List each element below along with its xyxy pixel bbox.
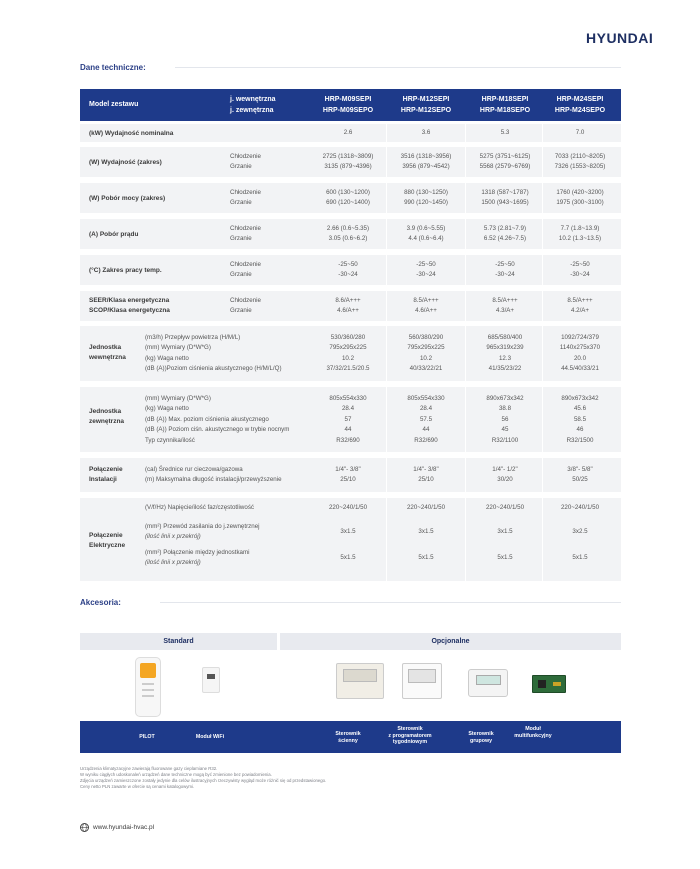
- remote-control-image: [135, 657, 161, 717]
- standard-header: Standard: [80, 633, 277, 650]
- group-controller-label: Sterownik grupowy: [468, 731, 494, 744]
- accessories-panel: [80, 633, 621, 753]
- globe-icon: [80, 823, 89, 832]
- brand-logo: HYUNDAI: [586, 30, 654, 46]
- row-energy-class: SEER/Klasa energetyczna SCOP/Klasa energetyczna Chłodzenie Grzanie 8.6/A+++ 4.6/A++ 8.5/A+++ 4.6/A++ 8.5/A+++ 4.3/A+ 8.5/A+++ 4.2/A+: [80, 291, 621, 322]
- multifunction-module-image: [532, 675, 566, 693]
- row-nominal: (kW) Wydajność nominalna 2.6 3.6 5.3 7.0: [80, 124, 621, 143]
- unit-labels: j. wewnętrzna j. zewnętrzna: [230, 96, 276, 114]
- model-label: Model zestawu: [89, 101, 139, 108]
- wall-controller-label: Sterownik ścienny: [335, 731, 361, 744]
- model-col-3: HRP-M18SEPI HRP-M18SEPO: [479, 96, 531, 114]
- col-divider: [542, 121, 543, 611]
- website-link[interactable]: www.hyundai-hvac.pl: [93, 824, 155, 831]
- col-divider: [465, 121, 466, 611]
- weekly-controller-image: [402, 663, 442, 699]
- footnote: Ceny netto PLN zawarte w ofercie są cenami katalogowymi.: [80, 784, 195, 789]
- group-controller-image: [468, 669, 508, 697]
- accessories-label-bar: [80, 721, 621, 753]
- footnote: Urządzenia klimatyzacyjne zawierają fluorowane gazy cieplarniane R32.: [80, 766, 218, 771]
- row-capacity: (W) Wydajność (zakres) Chłodzenie Grzanie 2725 (1318~3809) 3135 (879~4396) 3516 (1318~3956) 3956 (879~4542) 5275 (3751~6125) 5568 (2579~6769) 7033 (2110~8205) 7326 (1553~8205): [80, 147, 621, 178]
- accessories-divider: [160, 602, 621, 603]
- wifi-label: Moduł WiFi: [195, 734, 225, 740]
- table-header: [80, 89, 621, 121]
- tech-divider: [175, 67, 621, 68]
- pilot-label: PILOT: [139, 734, 155, 740]
- accessories-section-title: Akcesoria:: [80, 598, 121, 607]
- row-installation: Połączenie Instalacji (cal) Średnice rur cieczowa/gazowa (m) Maksymalna długość instalacji/przewyższenie 1/4"- 3/8" 25/10 1/4"- 3/8" 25/10 1/4"- 1/2" 30/20 3/8"- 5/8" 50/25: [80, 458, 621, 493]
- model-col-1: HRP-M09SEPI HRP-M09SEPO: [322, 96, 374, 114]
- spec-table: [80, 89, 621, 582]
- model-col-4: HRP-M24SEPI HRP-M24SEPO: [554, 96, 606, 114]
- multifunction-module-label: Moduł multifunkcyjny: [514, 726, 552, 739]
- weekly-controller-label: Sterownik z programatorem tygodniowym: [388, 726, 432, 745]
- wifi-module-image: [202, 667, 220, 693]
- tech-section-title: Dane techniczne:: [80, 63, 146, 72]
- row-outdoor-unit: Jednostka zewnętrzna (mm) Wymiary (D*W*G) (kg) Waga netto (dB (A)) Max. poziom ciśnienia akustycznego (dB (A)) Poziom ciśn. akustycznego w trybie nocnym Typ czynnika/ilość 805x554x330 28.4 57 44 R32/690 805x554x330 28.4 57.5 44 R32/690 890x673x342 38.8 56 45 R32/1100 890x673x342 45.6 58.5 46 R32/1500: [80, 387, 621, 453]
- model-col-2: HRP-M12SEPI HRP-M12SEPO: [400, 96, 452, 114]
- col-divider: [386, 121, 387, 611]
- footnote: Zdjęcia urządzeń zamieszczone zostały jedynie dla celów ilustracyjnych rzeczywisty wygląd może różnić się od przedstawionego.: [80, 778, 327, 783]
- row-current: (A) Pobór prądu Chłodzenie Grzanie 2.66 (0.6~5.35) 3.05 (0.6~6.2) 3.9 (0.6~5.55) 4.4 (0.6~6.4) 5.73 (2.81~7.9) 6.52 (4.26~7.5) 7.7 (1.8~13.9) 10.2 (1.3~13.5): [80, 219, 621, 250]
- row-electrical: Połączenie Elektryczne (V/f/Hz) Napięcie/ilość faz/częstotliwość (mm²) Przewód zasilania do j.zewnętrznej (ilość linii x przekrój) (mm²) Połączenie między jednostkami (ilość linii x przekrój) 220~240/1/50 3x1.5 5x1.5 220~240/1/50 3x1.5 5x1.5 220~240/1/50 3x1.5 5x1.5 220~240/1/50 3x2.5 5x1.5: [80, 498, 621, 582]
- footnote: W wyniku ciągłych udoskonaleń urządzeń dane techniczne mogą być zmienione bez powiadomienia.: [80, 772, 272, 777]
- row-power: (W) Pobór mocy (zakres) Chłodzenie Grzanie 600 (130~1200) 690 (120~1400) 880 (130~1250) 990 (120~1450) 1318 (587~1787) 1500 (943~1695) 1760 (420~3200) 1975 (300~3100): [80, 183, 621, 214]
- row-temp-range: (°C) Zakres pracy temp. Chłodzenie Grzanie -25~50 -30~24 -25~50 -30~24 -25~50 -30~24 -25~50 -30~24: [80, 255, 621, 286]
- optional-header: Opcjonalne: [280, 633, 621, 650]
- wall-controller-image: [336, 663, 384, 699]
- row-indoor-unit: Jednostka wewnętrzna (m3/h) Przepływ powietrza (H/M/L) (mm) Wymiary (D*W*G) (kg) Waga netto (dB (A))Poziom ciśnienia akustycznego (H/M/L/Q) 530/360/280 795x295x225 10.2 37/32/21.5/20.5 560/380/290 795x295x225 10.2 40/33/22/21 685/580/400 965x319x239 12.3 41/35/23/22 1092/724/379 1140x275x370 20.0 44.5/40/33/21: [80, 326, 621, 382]
